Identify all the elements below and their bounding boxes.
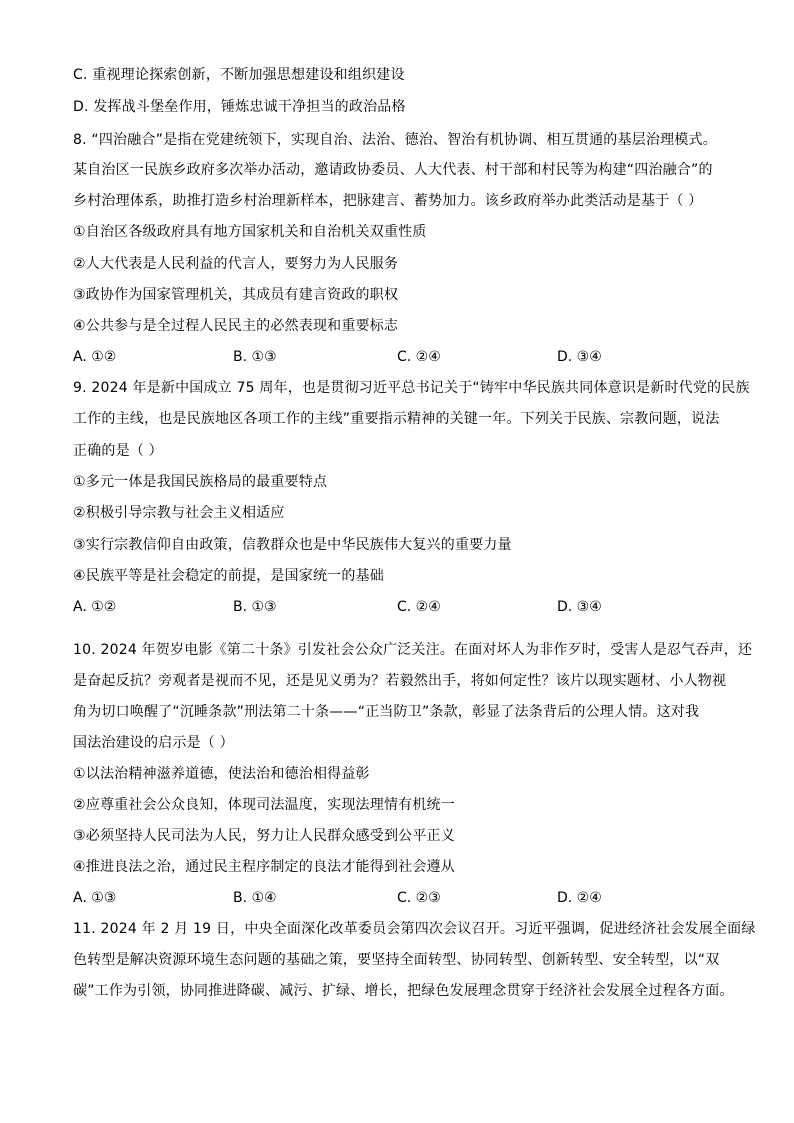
q7-option-c: C. 重视理论探索创新，不断加强思想建设和组织建设 <box>73 67 405 83</box>
q9-option-c: C. ②④ <box>397 599 441 615</box>
q9-statement-3: ③实行宗教信仰自由政策，信教群众也是中华民族伟大复兴的重要力量 <box>73 537 512 553</box>
q8-stem-line-1: 8. “四治融合”是指在党建统领下，实现自治、法治、德治、智治有机协调、相互贯通的基层治理模式。 <box>73 132 717 148</box>
q9-option-d: D. ③④ <box>557 599 602 615</box>
q9-option-b: B. ①③ <box>233 599 277 615</box>
q9-stem-line-2: 工作的主线，也是民族地区各项工作的主线”重要指示精神的关键一年。下列关于民族、宗教问题，说法 <box>73 411 720 427</box>
q8-option-b: B. ①③ <box>233 349 277 365</box>
q10-option-a: A. ①③ <box>73 890 117 906</box>
q9-stem-line-3: 正确的是（ ） <box>73 443 163 459</box>
q8-statement-1: ①自治区各级政府具有地方国家机关和自治机关双重性质 <box>73 224 427 240</box>
q8-stem-line-2: 某自治区一民族乡政府多次举办活动，邀请政协委员、人大代表、村干部和村民等为构建“四治融合”的 <box>73 162 713 178</box>
q10-stem-line-3: 角为切口唤醒了“沉睡条款”刑法第二十条——“正当防卫”条款，彰显了法条背后的公理人情。这对我 <box>73 704 700 720</box>
q10-stem-line-2: 是奋起反抗？旁观者是视而不见，还是见义勇为？若毅然出手，将如何定性？该片以现实题材、小人物视 <box>73 673 727 689</box>
q10-statement-4: ④推进良法之治，通过民主程序制定的良法才能得到社会遵从 <box>73 859 455 875</box>
q10-option-d: D. ②④ <box>557 890 602 906</box>
q10-option-c: C. ②③ <box>397 890 441 906</box>
q8-statement-4: ④公共参与是全过程人民民主的必然表现和重要标志 <box>73 318 399 334</box>
q11-stem-line-3: 碳”工作为引领，协同推进降碳、减污、扩绿、增长，把绿色发展理念贯穿于经济社会发展全过程各方面。 <box>73 983 734 999</box>
q9-option-a: A. ①② <box>73 599 117 615</box>
q10-stem-line-4: 国法治建设的启示是（ ） <box>73 735 234 751</box>
q8-option-a: A. ①② <box>73 349 117 365</box>
q8-option-c: C. ②④ <box>397 349 441 365</box>
q9-statement-2: ②积极引导宗教与社会主义相适应 <box>73 505 285 521</box>
q10-statement-2: ②应尊重社会公众良知，体现司法温度，实现法理情有机统一 <box>73 797 455 813</box>
q9-statement-4: ④民族平等是社会稳定的前提，是国家统一的基础 <box>73 568 384 584</box>
q8-statement-3: ③政协作为国家管理机关，其成员有建言资政的职权 <box>73 287 399 303</box>
q10-statement-1: ①以法治精神滋养道德，使法治和德治相得益彰 <box>73 766 370 782</box>
q10-option-b: B. ①④ <box>233 890 277 906</box>
q8-stem-line-3: 乡村治理体系，助推打造乡村治理新样本，把脉建言、蓄势加力。该乡政府举办此类活动是基于（ ） <box>73 193 703 209</box>
q11-stem-line-1: 11. 2024 年 2 月 19 日，中央全面深化改革委员会第四次会议召开。习近平强调，促进经济社会发展全面绿 <box>73 921 756 937</box>
q9-statement-1: ①多元一体是我国民族格局的最重要特点 <box>73 474 328 490</box>
q10-statement-3: ③必须坚持人民司法为人民，努力让人民群众感受到公平正义 <box>73 828 455 844</box>
q8-option-d: D. ③④ <box>557 349 602 365</box>
q11-stem-line-2: 色转型是解决资源环境生态问题的基础之策，要坚持全面转型、协同转型、创新转型、安全转型，以“双 <box>73 952 720 968</box>
q8-statement-2: ②人大代表是人民利益的代言人，要努力为人民服务 <box>73 256 399 272</box>
q9-stem-line-1: 9. 2024 年是新中国成立 75 周年，也是贯彻习近平总书记关于“铸牢中华民族共同体意识是新时代党的民族 <box>73 380 750 396</box>
q10-stem-line-1: 10. 2024 年贺岁电影《第二十条》引发社会公众广泛关注。在面对坏人为非作歹时，受害人是忍气吞声，还 <box>73 642 753 658</box>
q7-option-d: D. 发挥战斗堡垒作用，锤炼忠诚干净担当的政治品格 <box>73 99 406 115</box>
